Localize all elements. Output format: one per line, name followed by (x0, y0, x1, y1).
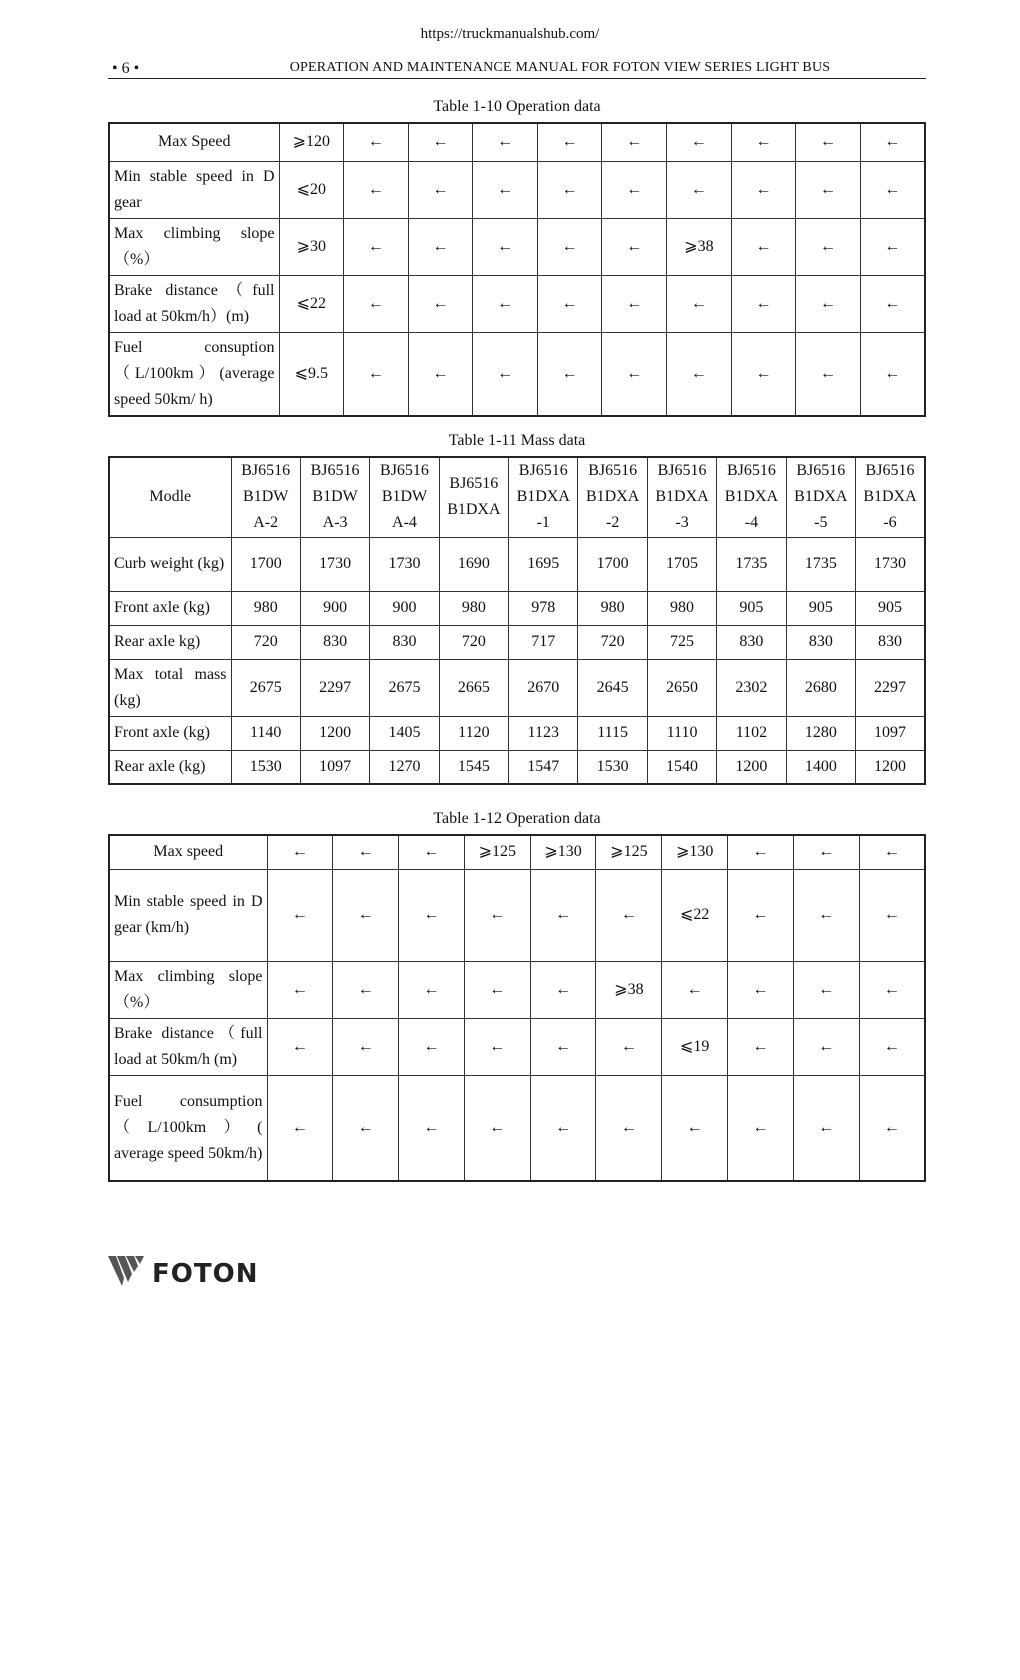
table-cell: 900 (300, 591, 369, 625)
column-header: BJ6516 B1DW A-4 (370, 457, 439, 537)
table-row (109, 961, 925, 1018)
table-cell: ← (662, 1075, 728, 1181)
column-header: BJ6516 B1DW A-2 (231, 457, 300, 537)
table-cell: ← (731, 123, 796, 161)
table-cell: ← (602, 332, 667, 416)
table-cell: ← (333, 1018, 399, 1075)
table-cell: ← (537, 218, 602, 275)
table-cell: 1700 (578, 537, 647, 591)
row-label: Rear axle kg) (109, 625, 231, 659)
table-cell: 1140 (231, 716, 300, 750)
table-cell: ⩾125 (596, 835, 662, 869)
row-label: Rear axle (kg) (109, 750, 231, 784)
table-row (109, 123, 925, 161)
table-cell: ← (408, 218, 473, 275)
table-cell: ← (537, 332, 602, 416)
table-cell: ← (473, 123, 538, 161)
foton-logo-text: FOTON (152, 1259, 259, 1288)
table-cell: 1280 (786, 716, 855, 750)
table-cell: 1097 (300, 750, 369, 784)
table-cell: 1200 (300, 716, 369, 750)
table-cell: ← (473, 218, 538, 275)
table-cell: 830 (370, 625, 439, 659)
row-label: Front axle (kg) (109, 591, 231, 625)
table-cell: ← (796, 332, 861, 416)
column-header: BJ6516 B1DXA -2 (578, 457, 647, 537)
table-cell: ⩽20 (279, 161, 344, 218)
row-label: Max speed (109, 835, 267, 869)
table-cell: ← (399, 961, 465, 1018)
table-cell: ⩾38 (667, 218, 732, 275)
table-cell: ← (596, 1075, 662, 1181)
table-cell: 1705 (647, 537, 716, 591)
table-row (109, 1075, 925, 1181)
table-cell: 2675 (370, 659, 439, 716)
table-cell: ← (344, 332, 409, 416)
table-row (109, 659, 925, 716)
table-cell: 830 (786, 625, 855, 659)
table-cell: ⩾120 (279, 123, 344, 161)
column-header: BJ6516 B1DXA -6 (856, 457, 925, 537)
table-cell: 830 (717, 625, 786, 659)
row-label: Min stable speed in D gear (km/h) (109, 869, 267, 961)
table-cell: 1547 (509, 750, 578, 784)
table-cell: ← (793, 1075, 859, 1181)
table-cell: ← (464, 1075, 530, 1181)
table-cell: ⩽19 (662, 1018, 728, 1075)
table-cell: 1102 (717, 716, 786, 750)
table-cell: ← (473, 332, 538, 416)
table-cell: ← (333, 869, 399, 961)
table-cell: 2680 (786, 659, 855, 716)
table-1-12-caption: Table 1-12 Operation data (433, 810, 601, 827)
table-cell: ⩾125 (464, 835, 530, 869)
table-cell: ← (731, 332, 796, 416)
table-cell: ← (473, 275, 538, 332)
row-label: Max total mass (kg) (109, 659, 231, 716)
table-cell: ← (731, 218, 796, 275)
table-cell: ← (344, 218, 409, 275)
page-number: • 6 • (112, 60, 140, 77)
table-cell: ← (408, 275, 473, 332)
table-cell: ← (662, 961, 728, 1018)
table-cell: 2297 (300, 659, 369, 716)
column-header-model: Modle (109, 457, 231, 537)
table-cell: 978 (509, 591, 578, 625)
table-row (109, 835, 925, 869)
table-row (109, 332, 925, 416)
table-cell: ← (796, 161, 861, 218)
table-cell: ← (731, 275, 796, 332)
table-cell: ← (728, 835, 794, 869)
table-row (109, 716, 925, 750)
table-cell: ← (530, 1018, 596, 1075)
table-cell: ← (728, 1075, 794, 1181)
table-cell: ← (464, 869, 530, 961)
table-cell: 980 (647, 591, 716, 625)
table-cell: 830 (856, 625, 925, 659)
table-cell: ← (530, 1075, 596, 1181)
table-cell: ← (667, 161, 732, 218)
table-cell: ← (667, 123, 732, 161)
table-cell: 980 (439, 591, 508, 625)
column-header: BJ6516 B1DXA (439, 457, 508, 537)
table-cell: ⩾30 (279, 218, 344, 275)
running-title: OPERATION AND MAINTENANCE MANUAL FOR FOTON VIEW SERIES LIGHT BUS (289, 60, 831, 75)
table-cell: ← (793, 1018, 859, 1075)
table-cell: ← (728, 869, 794, 961)
table-cell: ← (344, 275, 409, 332)
foton-logo (108, 1254, 278, 1288)
table-cell: ← (464, 961, 530, 1018)
column-header: BJ6516 B1DXA -5 (786, 457, 855, 537)
table-header-row (109, 457, 925, 537)
row-label: Max Speed (109, 123, 279, 161)
table-cell: 905 (856, 591, 925, 625)
row-label: Fuel consumption（L/100km）( average speed 50km/h) (109, 1075, 267, 1181)
table-cell: 1700 (231, 537, 300, 591)
table-1-10-caption: Table 1-10 Operation data (433, 98, 601, 115)
column-header: BJ6516 B1DXA -4 (717, 457, 786, 537)
row-label: Curb weight (kg) (109, 537, 231, 591)
table-row (109, 625, 925, 659)
table-cell: ← (602, 218, 667, 275)
table-cell: ← (267, 1075, 333, 1181)
table-cell: 2675 (231, 659, 300, 716)
table-cell: 2670 (509, 659, 578, 716)
table-cell: ← (333, 961, 399, 1018)
table-cell: 1530 (231, 750, 300, 784)
table-cell: ← (596, 869, 662, 961)
table-cell: 1400 (786, 750, 855, 784)
table-cell: ← (596, 1018, 662, 1075)
table-cell: ← (860, 275, 925, 332)
table-cell: 1200 (856, 750, 925, 784)
table-cell: ← (408, 332, 473, 416)
table-row (109, 161, 925, 218)
table-cell: ← (796, 218, 861, 275)
table-row (109, 1018, 925, 1075)
row-label: Max climbing slope（%） (109, 218, 279, 275)
table-cell: 905 (717, 591, 786, 625)
table-cell: 980 (231, 591, 300, 625)
table-cell: ← (408, 123, 473, 161)
table-cell: ← (333, 835, 399, 869)
table-cell: 720 (231, 625, 300, 659)
table-cell: 725 (647, 625, 716, 659)
table-cell: 1123 (509, 716, 578, 750)
table-cell: 2665 (439, 659, 508, 716)
table-cell: 1120 (439, 716, 508, 750)
table-row (109, 869, 925, 961)
table-cell: 1540 (647, 750, 716, 784)
table-cell: ← (602, 161, 667, 218)
table-row (109, 275, 925, 332)
table-cell: ← (796, 275, 861, 332)
table-cell: ← (602, 123, 667, 161)
table-cell: ← (859, 961, 925, 1018)
table-cell: 900 (370, 591, 439, 625)
table-cell: ← (602, 275, 667, 332)
table-cell: 1690 (439, 537, 508, 591)
table-cell: 1115 (578, 716, 647, 750)
column-header: BJ6516 B1DXA -3 (647, 457, 716, 537)
table-1-10 (108, 122, 926, 417)
table-cell: ← (344, 123, 409, 161)
table-cell: ⩾38 (596, 961, 662, 1018)
table-row (109, 218, 925, 275)
table-cell: ⩽22 (662, 869, 728, 961)
table-cell: ← (537, 161, 602, 218)
row-label: Brake distance（full load at 50km/h (m) (109, 1018, 267, 1075)
table-cell: 1545 (439, 750, 508, 784)
table-cell: ← (267, 835, 333, 869)
table-cell: ← (793, 961, 859, 1018)
table-cell: 1735 (786, 537, 855, 591)
table-cell: ← (859, 1018, 925, 1075)
table-cell: ← (399, 869, 465, 961)
column-header: BJ6516 B1DXA -1 (509, 457, 578, 537)
row-label: Fuel consuption（L/100km）(average speed 50km/ h) (109, 332, 279, 416)
source-url: https://truckmanualshub.com/ (420, 26, 600, 42)
table-cell: 2650 (647, 659, 716, 716)
table-cell: ← (859, 835, 925, 869)
table-cell: ← (408, 161, 473, 218)
table-row (109, 750, 925, 784)
table-cell: 720 (439, 625, 508, 659)
table-cell: ← (731, 161, 796, 218)
table-cell: ← (860, 332, 925, 416)
row-label: Brake distance（full load at 50km/h）(m) (109, 275, 279, 332)
table-cell: ← (667, 275, 732, 332)
table-cell: ⩽9.5 (279, 332, 344, 416)
table-cell: 1730 (300, 537, 369, 591)
table-cell: 1200 (717, 750, 786, 784)
table-cell: ← (860, 123, 925, 161)
table-cell: ← (267, 1018, 333, 1075)
table-cell: 905 (786, 591, 855, 625)
table-cell: ← (859, 1075, 925, 1181)
table-cell: ← (537, 123, 602, 161)
header-rule (108, 78, 926, 79)
table-cell: 830 (300, 625, 369, 659)
table-cell: ← (860, 161, 925, 218)
table-cell: ← (344, 161, 409, 218)
table-1-11-caption: Table 1-11 Mass data (448, 432, 586, 449)
table-cell: 1405 (370, 716, 439, 750)
table-cell: ⩽22 (279, 275, 344, 332)
table-1-11 (108, 456, 926, 785)
table-cell: ← (728, 961, 794, 1018)
table-cell: ← (728, 1018, 794, 1075)
table-cell: ← (399, 1075, 465, 1181)
table-cell: ← (530, 961, 596, 1018)
row-label: Front axle (kg) (109, 716, 231, 750)
table-cell: ← (399, 835, 465, 869)
table-cell: ← (473, 161, 538, 218)
table-cell: ⩾130 (662, 835, 728, 869)
table-row (109, 591, 925, 625)
table-cell: ← (793, 869, 859, 961)
column-header: BJ6516 B1DW A-3 (300, 457, 369, 537)
table-cell: 1730 (370, 537, 439, 591)
table-cell: ← (793, 835, 859, 869)
table-cell: ← (667, 332, 732, 416)
table-cell: ← (537, 275, 602, 332)
table-cell: 1735 (717, 537, 786, 591)
row-label: Min stable speed in D gear (109, 161, 279, 218)
table-cell: ← (399, 1018, 465, 1075)
table-cell: ← (333, 1075, 399, 1181)
table-cell: ← (859, 869, 925, 961)
table-cell: 717 (509, 625, 578, 659)
table-cell: ← (464, 1018, 530, 1075)
table-cell: 1530 (578, 750, 647, 784)
foton-wing-mark (108, 1256, 144, 1286)
table-cell: 2302 (717, 659, 786, 716)
table-cell: ← (267, 869, 333, 961)
table-cell: 1110 (647, 716, 716, 750)
table-cell: ← (530, 869, 596, 961)
table-1-12 (108, 834, 926, 1182)
table-cell: ← (860, 218, 925, 275)
table-cell: ⩾130 (530, 835, 596, 869)
table-cell: 1695 (509, 537, 578, 591)
table-cell: 720 (578, 625, 647, 659)
row-label: Max climbing slope（%） (109, 961, 267, 1018)
table-cell: ← (267, 961, 333, 1018)
table-cell: ← (796, 123, 861, 161)
table-cell: 980 (578, 591, 647, 625)
table-cell: 2297 (856, 659, 925, 716)
table-cell: 1270 (370, 750, 439, 784)
table-row (109, 537, 925, 591)
table-cell: 2645 (578, 659, 647, 716)
table-cell: 1097 (856, 716, 925, 750)
table-cell: 1730 (856, 537, 925, 591)
